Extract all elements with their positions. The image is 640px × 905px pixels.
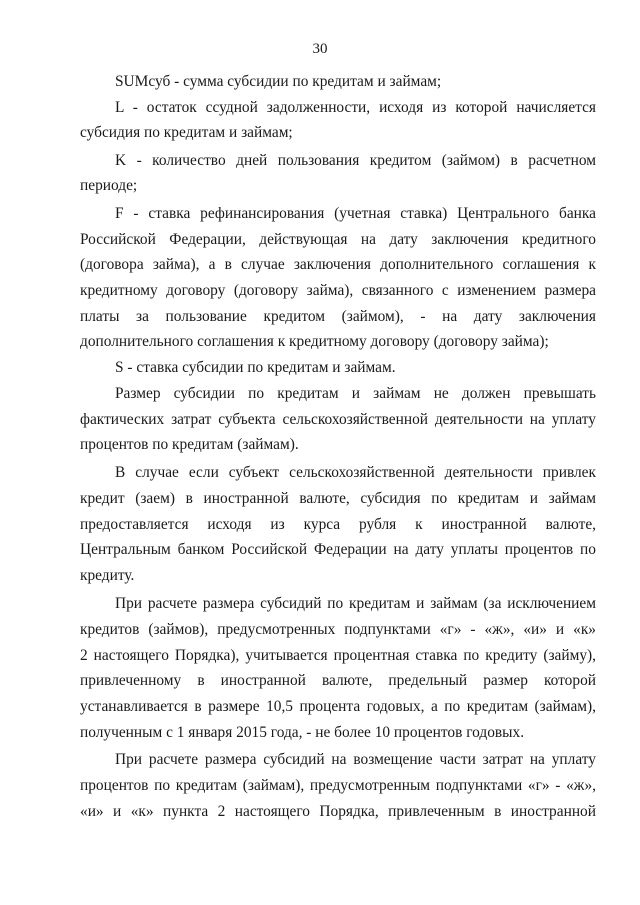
text-line: В случае если субъект сельскохозяйственной деятельности привлек	[115, 464, 596, 481]
text-line: кредиту.	[80, 567, 135, 584]
text-line: Российской Федерации, действующая на дату заключения кредитного	[80, 231, 596, 248]
text-line: Центральным банком Российской Федерации на дату уплаты процентов по	[80, 541, 596, 558]
text-line: K - количество дней пользования кредитом (займом) в расчетном	[115, 152, 596, 169]
text-line: 2 настоящего Порядка), учитывается процентная ставка по кредиту (займу),	[80, 647, 596, 664]
text-line: платы за пользование кредитом (займом), - на дату заключения	[80, 308, 596, 325]
text-line: «и» и «к» пункта 2 настоящего Порядка, привлеченным в иностранной	[80, 803, 596, 820]
text-line: устанавливается в размере 10,5 процента годовых, а по кредитам (займам),	[80, 698, 596, 715]
text-line: L - остаток ссудной задолженности, исходя из которой начисляется	[115, 99, 596, 116]
text-line: процентов по кредитам (займам).	[80, 436, 299, 453]
page-number: 30	[312, 41, 328, 57]
text-line: периоде;	[80, 177, 138, 194]
text-line: процентов по кредитам (займам), предусмотренным подпунктами «г» - «ж»,	[80, 777, 596, 794]
text-line: кредит (заем) в иностранной валюте, субсидия по кредитам и займам	[80, 490, 596, 507]
text-line: При расчете размера субсидий на возмещение части затрат на уплату	[115, 751, 596, 768]
text-line: полученным с 1 января 2015 года, - не более 10 процентов годовых.	[80, 724, 525, 741]
text-line: фактических затрат субъекта сельскохозяйственной деятельности на уплату	[80, 411, 596, 428]
text-line: дополнительного соглашения к кредитному договору (договору займа);	[80, 333, 549, 350]
text-line: S - ставка субсидии по кредитам и займам.	[115, 359, 396, 376]
text-line: Размер субсидии по кредитам и займам не должен превышать	[115, 385, 596, 402]
text-line: субсидия по кредитам и займам;	[80, 124, 293, 141]
text-line: SUMсуб - сумма субсидии по кредитам и займам;	[115, 73, 442, 90]
text-line: предоставляется исходя из курса рубля к иностранной валюте,	[80, 516, 596, 533]
text-line: (договора займа), а в случае заключения дополнительного соглашения к	[80, 256, 596, 273]
text-line: кредитов (займов), предусмотренных подпунктами «г» - «ж», «и» и «к»	[80, 621, 596, 638]
text-line: привлеченному в иностранной валюте, предельный размер которой	[80, 672, 596, 689]
text-line: кредитному договору (договору займа), связанного с изменением размера	[80, 282, 596, 299]
text-line: F - ставка рефинансирования (учетная ставка) Центрального банка	[115, 205, 596, 222]
text-line: При расчете размера субсидий по кредитам и займам (за исключением	[115, 595, 596, 612]
